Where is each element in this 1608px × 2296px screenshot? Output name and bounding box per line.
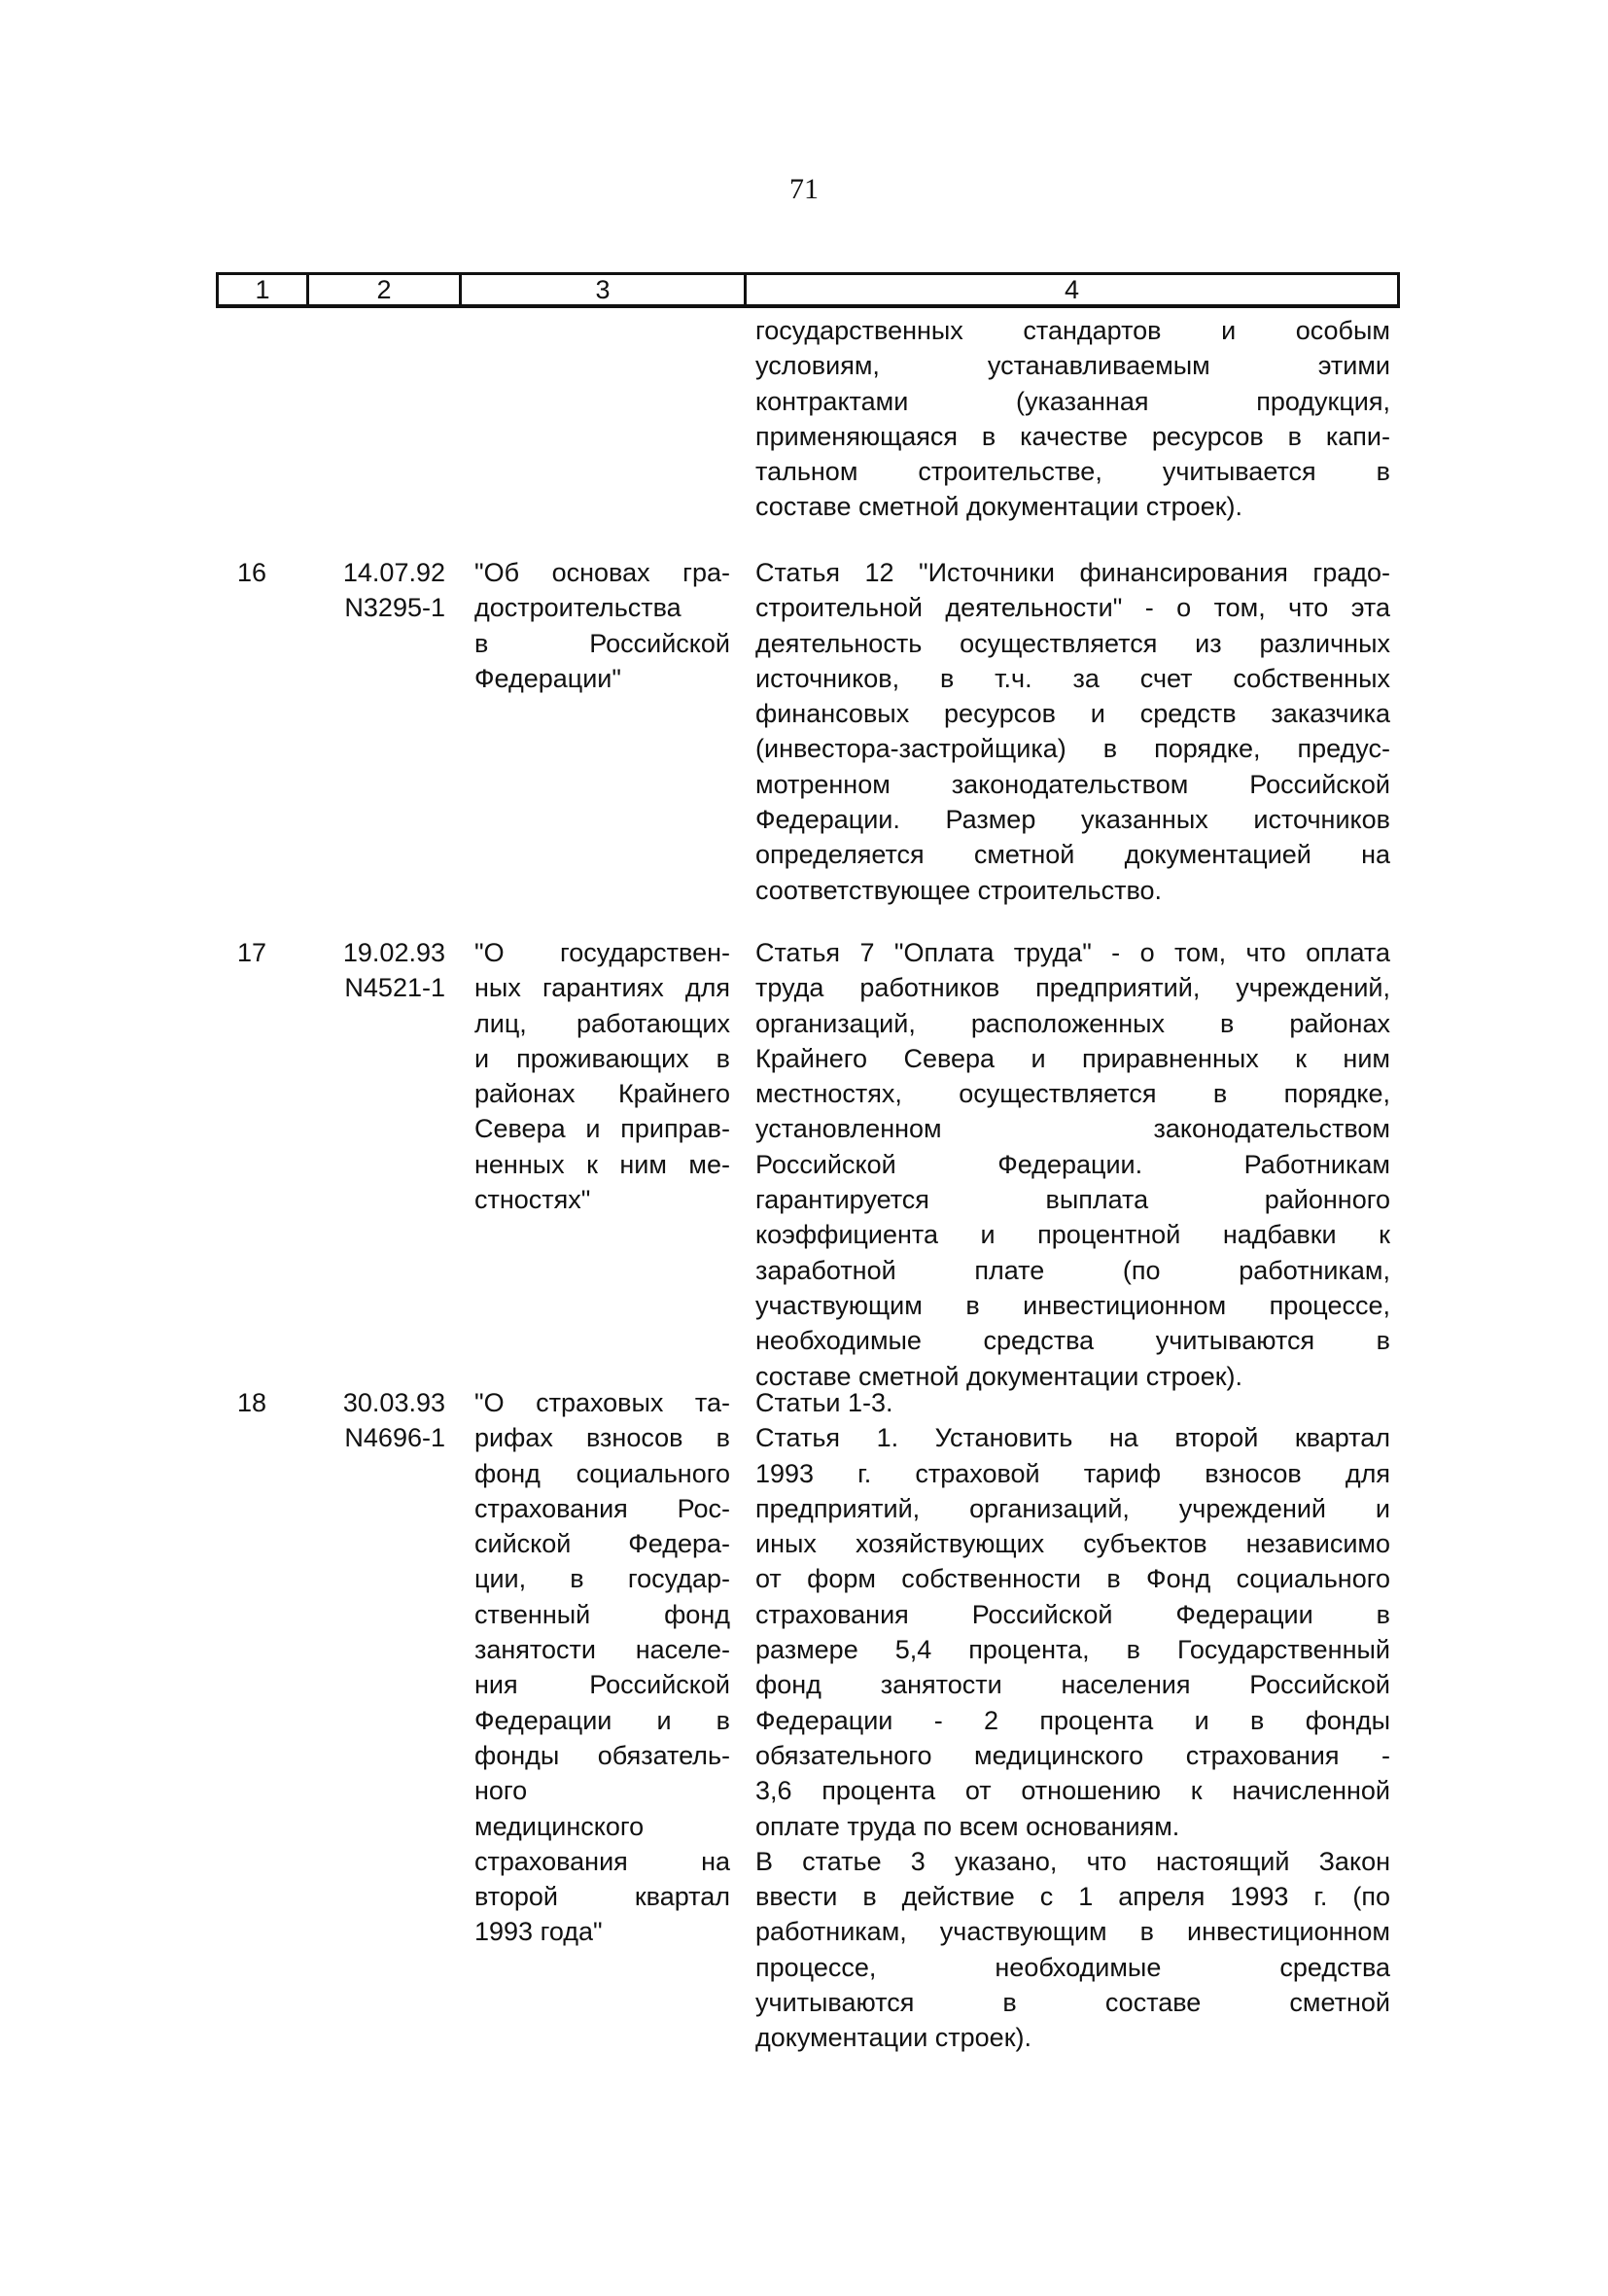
table-header-row [216, 272, 1400, 308]
text-line: в Российской [474, 628, 730, 658]
text-line: 1993 года" [474, 1917, 603, 1947]
text-line: ции, в государ- [474, 1564, 730, 1594]
text-line: коэффициента и процентной надбавки к [755, 1220, 1390, 1250]
text-line: стностях" [474, 1185, 591, 1215]
text-line: страхования на [474, 1846, 730, 1876]
column-header-3: 3 [462, 275, 747, 304]
text-line: деятельность осуществляется из различных [755, 628, 1390, 658]
law-number: N4696-1 [344, 1423, 445, 1453]
text-line: второй квартал [474, 1882, 730, 1912]
text-line: контрактами (указанная продукция, [755, 386, 1390, 416]
text-line: фонды обязатель- [474, 1740, 730, 1770]
law-title [474, 555, 730, 696]
text-line: страхования Российской Федерации в [755, 1599, 1390, 1629]
text-line: заработной плате (по работникам, [755, 1255, 1390, 1285]
text-line: Статья 1. Установить на второй квартал [755, 1423, 1390, 1453]
column-header-4: 4 [1064, 274, 1080, 304]
text-line: Федерации" [474, 663, 621, 693]
text-line: государственных стандартов и особым [755, 316, 1390, 345]
text-line: В статье 3 указано, что настоящий Закон [755, 1846, 1390, 1876]
text-line: и проживающих в [474, 1043, 730, 1073]
text-line: лиц, работающих [474, 1008, 730, 1038]
text-line: составе сметной документации строек). [755, 1361, 1243, 1391]
text-line: Статья 12 "Источники финансирования градо- [755, 558, 1390, 587]
text-line: достроительства [474, 593, 682, 623]
text-line: фонд социального [474, 1458, 730, 1488]
law-date: 30.03.93 [342, 1388, 445, 1417]
law-date: 14.07.92 [342, 558, 445, 587]
text-line: труда работников предприятий, учреждений, [755, 973, 1390, 1003]
text-line: мотренном законодательством Российской [755, 769, 1390, 799]
text-line: районах Крайнего [474, 1079, 730, 1109]
row-number: 17 [237, 938, 267, 967]
law-description [755, 555, 1390, 908]
text-line: Федерации - 2 процента и в фонды [755, 1705, 1390, 1735]
law-description [755, 1385, 1390, 2056]
text-line: ных гарантиях для [474, 973, 730, 1003]
text-line: сийской Федера- [474, 1529, 730, 1559]
text-line: (инвестора-застройщика) в порядке, предус- [755, 734, 1390, 764]
text-line: Федерации. Размер указанных источников [755, 805, 1390, 835]
text-line: организаций, расположенных в районах [755, 1008, 1390, 1038]
text-line: обязательного медицинского страхования - [755, 1740, 1390, 1770]
text-line: применяющаяся в качестве ресурсов в капи- [755, 421, 1390, 451]
text-line: Крайнего Севера и приравненных к ним [755, 1043, 1390, 1073]
law-title [474, 935, 730, 1217]
text-line: занятости населе- [474, 1635, 730, 1665]
text-line: фонд занятости населения Российской [755, 1670, 1390, 1700]
text-line: "О страховых та- [474, 1388, 730, 1417]
text-line: ного [474, 1776, 528, 1806]
text-line: тальном строительстве, учитывается в [755, 457, 1390, 487]
text-line: необходимые средства учитываются в [755, 1326, 1390, 1356]
law-date-number [327, 935, 445, 1006]
text-line: Севера и приправ- [474, 1114, 730, 1144]
law-date-number [327, 1385, 445, 1456]
text-line: "Об основах гра- [474, 558, 730, 587]
text-line: "О государствен- [474, 938, 730, 967]
text-line: работникам, участвующим в инвестиционном [755, 1917, 1390, 1947]
text-line: рифах взносов в [474, 1423, 730, 1453]
page-number: 71 [789, 173, 819, 205]
text-line: иных хозяйствующих субъектов независимо [755, 1529, 1390, 1559]
text-line: ввести в действие с 1 апреля 1993 г. (по [755, 1882, 1390, 1912]
text-line: 1993 г. страховой тариф взносов для [755, 1458, 1390, 1488]
text-line: Федерации и в [474, 1705, 730, 1735]
text-line: предприятий, организаций, учреждений и [755, 1493, 1390, 1523]
row-number: 16 [237, 558, 267, 587]
text-line: установленном законодательством [755, 1114, 1390, 1144]
text-line: размере 5,4 процента, в Государственный [755, 1635, 1390, 1665]
text-line: Статьи 1-3. [755, 1388, 893, 1417]
text-line: страхования Рос- [474, 1493, 730, 1523]
law-number: N4521-1 [344, 973, 445, 1003]
law-date-number [327, 555, 445, 626]
text-line: ненных к ним ме- [474, 1149, 730, 1179]
text-line: строительной деятельности" - о том, что эта [755, 593, 1390, 623]
text-line: Российской Федерации. Работникам [755, 1149, 1390, 1179]
text-line: процессе, необходимые средства [755, 1952, 1390, 1982]
text-line: финансовых ресурсов и средств заказчика [755, 699, 1390, 729]
text-line: документации строек). [755, 2023, 1032, 2053]
continuation-description [755, 313, 1390, 525]
text-line: от форм собственности в Фонд социального [755, 1564, 1390, 1594]
text-line: участвующим в инвестиционном процессе, [755, 1290, 1390, 1320]
text-line: гарантируется выплата районного [755, 1185, 1390, 1215]
law-title [474, 1385, 730, 1950]
row-number: 18 [237, 1388, 267, 1417]
law-description [755, 935, 1390, 1394]
column-header-2: 2 [309, 275, 462, 304]
text-line: медицинского [474, 1811, 645, 1841]
text-line: определяется сметной документацией на [755, 840, 1390, 870]
text-line: учитываются в составе сметной [755, 1988, 1390, 2018]
text-line: источников, в т.ч. за счет собственных [755, 663, 1390, 693]
text-line: ственный фонд [474, 1599, 730, 1629]
text-line: оплате труда по всем основаниям. [755, 1811, 1180, 1841]
text-line: местностях, осуществляется в порядке, [755, 1079, 1390, 1109]
law-number: N3295-1 [344, 593, 445, 623]
text-line: Статья 7 "Оплата труда" - о том, что оплата [755, 938, 1390, 967]
text-line: условиям, устанавливаемым этими [755, 351, 1390, 381]
text-line: составе сметной документации строек). [755, 492, 1243, 522]
text-line: соответствующее строительство. [755, 875, 1163, 905]
law-date: 19.02.93 [342, 938, 445, 967]
column-header-1: 1 [219, 275, 309, 304]
text-line: 3,6 процента от отношению к начисленной [755, 1776, 1390, 1806]
text-line: ния Российской [474, 1670, 730, 1700]
